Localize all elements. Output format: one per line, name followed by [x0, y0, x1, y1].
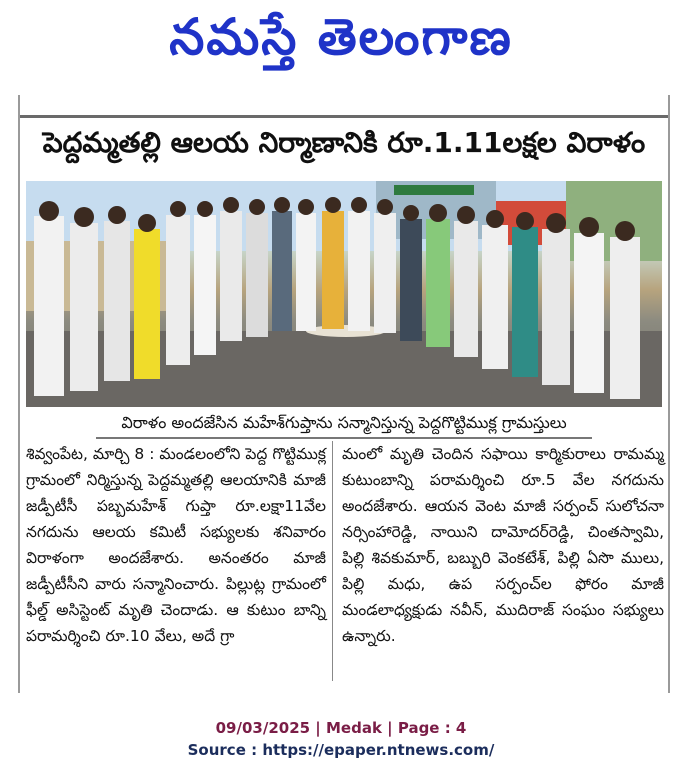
- clipping-top-rule: [20, 115, 668, 118]
- article-text-right: మంలో మృతి చెందిన సఫాయి కార్మికురాలు రామమ్మ కుటుంబాన్ని పరామర్శించి రూ.5 వేల నగదును అందజేశారు. ఆయన వెంట మాజీ సర్పంచ్ సులోచనా నర్సింహారెడ్డి, నాయిని దామోదర్‌రెడ్డి, చింతస్వామి, పిల్లి శివకుమార్, బబ్బురి వెంకటేశ్, పిల్లి ఏసొ ములు, పిల్లి మధు, ఉప సర్పంచ్‌ల ఫోరం మాజీ మండలాధ్యక్షుడు నవీన్, ముదిరాజ్ సంఘం సభ్యులు ఉన్నారు.: [342, 445, 664, 645]
- group-photo-illustration: [26, 181, 662, 407]
- footer-source-line: Source : https://epaper.ntnews.com/: [187, 741, 495, 759]
- article-headline: పెద్దమ్మతల్లి ఆలయ నిర్మాణానికి రూ.1.11లక్షల విరాళం: [42, 126, 646, 159]
- footer-date-line: 09/03/2025 | Medak | Page : 4: [215, 719, 467, 737]
- article-text-left: శివ్వంపేట, మార్చి 8 : మండలంలోని పెద్ద గొట్టిముక్ల గ్రామంలో నిర్మిస్తున్న పెద్దమ్మతల్లి ఆలయానికి మాజీ జడ్పీటీసీ పబ్బమహేశ్ గుప్తా రూ.లక్షా11వేల నగదును ఆలయ కమిటీ సభ్యులకు శనివారం విరాళంగా అందజేశారు. అనంతరం మాజీ జడ్పీటీసీని వారు సన్మానించారు. పిల్లుట్ల గ్రామంలో ఫీల్డ్ అసిస్టెంట్ మృతి చెందాడు. ఆ కుటుం బాన్ని పరామర్శించి రూ.10 వేలు, అదే గ్రా: [26, 445, 326, 645]
- masthead: [0, 0, 682, 86]
- news-photo: [26, 181, 662, 407]
- article-column-right: [342, 441, 664, 687]
- news-clipping: [18, 95, 670, 693]
- photo-caption: విరాళం అందజేసిన మహేశ్‌గుప్తాను సన్మానిస్తున్న పెద్దగొట్టిముక్ల గ్రామస్తులు: [96, 411, 592, 439]
- clipping-top-edge: [20, 95, 668, 117]
- column-divider: [332, 441, 333, 681]
- article-column-left: [26, 441, 326, 687]
- masthead-title: నమస్తే తెలంగాణ: [169, 7, 513, 66]
